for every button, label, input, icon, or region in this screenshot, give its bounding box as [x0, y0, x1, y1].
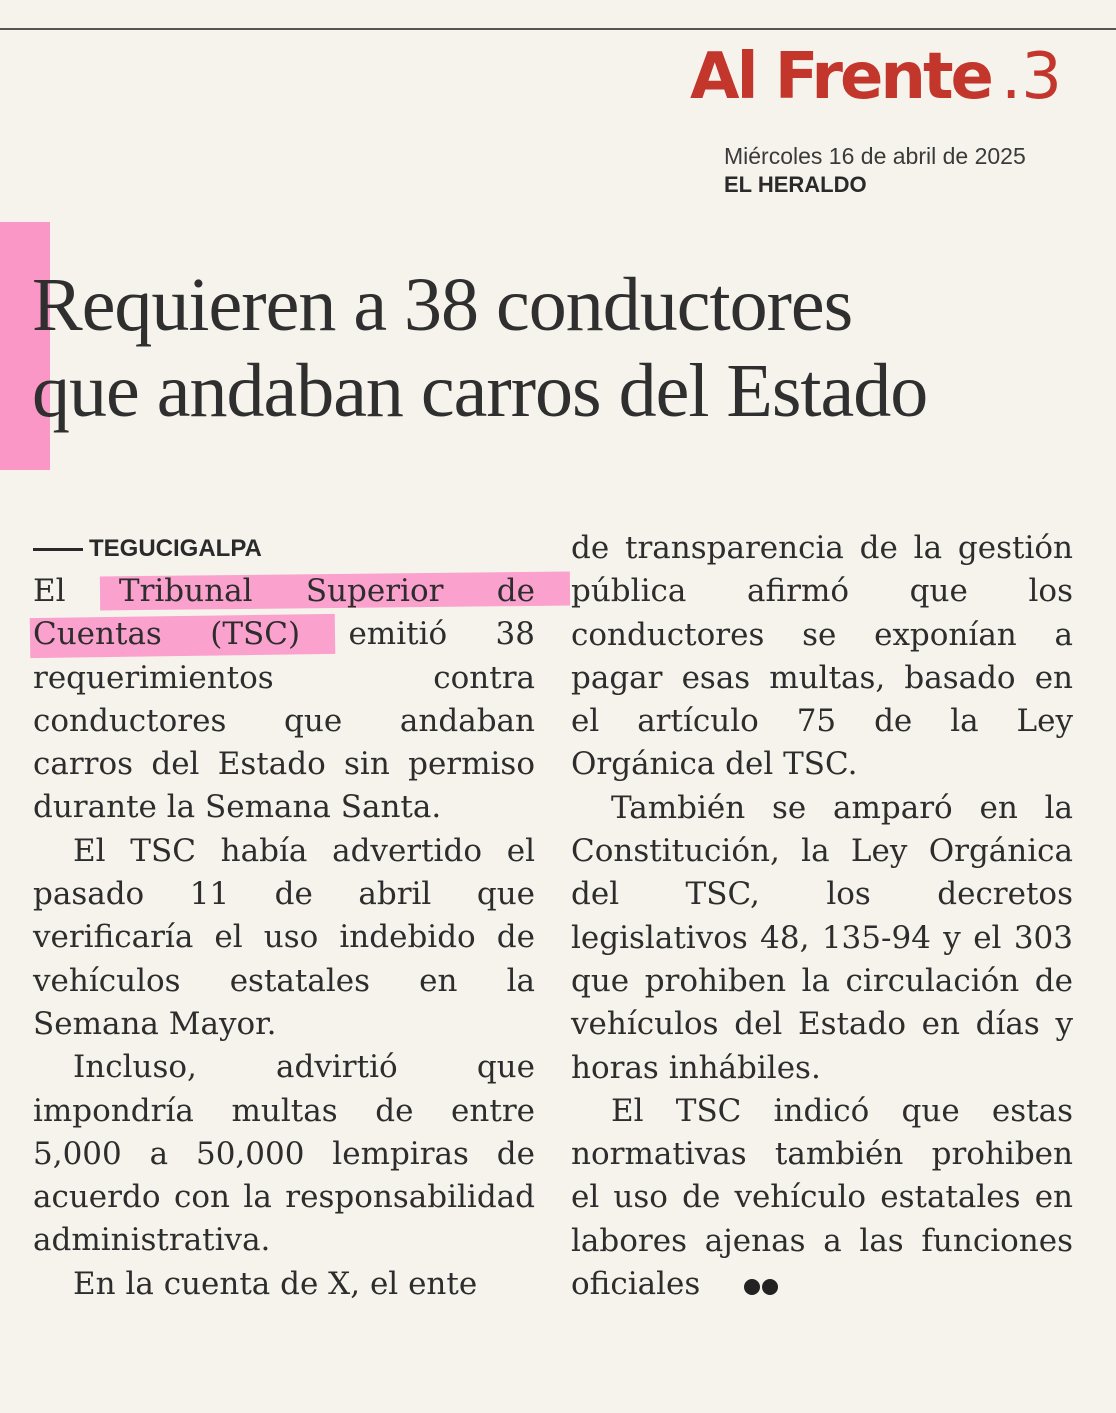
page-number: .3	[1000, 40, 1062, 114]
paragraph: En la cuenta de X, el ente	[73, 1265, 478, 1302]
paragraph-final	[571, 1090, 1073, 1307]
paragraph: de transparencia de la gestión pública afirmó que los conductores se exponían a pagar esas multas, basado en el artículo 75 de la Ley Orgánica del TSC.	[571, 530, 1073, 783]
paragraph: También se amparó en la Constitución, la Ley Orgánica del TSC, los decretos legislativos 48, 135-94 y el 303 que prohiben la circulación de vehículos del Estado en días y horas inhábiles.	[571, 789, 1073, 1086]
paragraph: El TSC había advertido el pasado 11 de abril que verificaría el uso indebido de vehículos estatales en la Semana Mayor.	[33, 832, 535, 1042]
paragraph: El Tribunal Superior de Cuentas (TSC) emitió 38 requerimientos contra conductores que andaban carros del Estado sin permiso durante la Semana Santa.	[33, 573, 535, 826]
article-column-right	[571, 527, 1073, 1307]
publication-date: Miércoles 16 de abril de 2025	[724, 143, 1026, 169]
kicker-rule	[33, 548, 83, 551]
paragraph: Incluso, advirtió que impondría multas de entre 5,000 a 50,000 lempiras de acuerdo con la responsabilidad administrativa.	[33, 1049, 535, 1259]
newspaper-name: EL HERALDO	[724, 172, 867, 197]
dateline	[33, 527, 535, 570]
paragraph-final-text: El TSC indicó que estas normativas también prohiben el uso de vehículo estatales en labores ajenas a las funciones oficiales	[571, 1092, 1073, 1303]
headline	[32, 262, 1092, 434]
headline-line-2: que andaban carros del Estado	[32, 349, 928, 433]
section-title	[690, 40, 1062, 114]
article-column-left	[33, 527, 535, 1306]
end-of-article-icon	[702, 1264, 778, 1307]
headline-line-1: Requieren a 38 conductores	[32, 263, 853, 347]
dateline-text: TEGUCIGALPA	[89, 535, 262, 562]
section-name: Al Frente	[690, 40, 991, 114]
top-rule	[0, 28, 1116, 30]
